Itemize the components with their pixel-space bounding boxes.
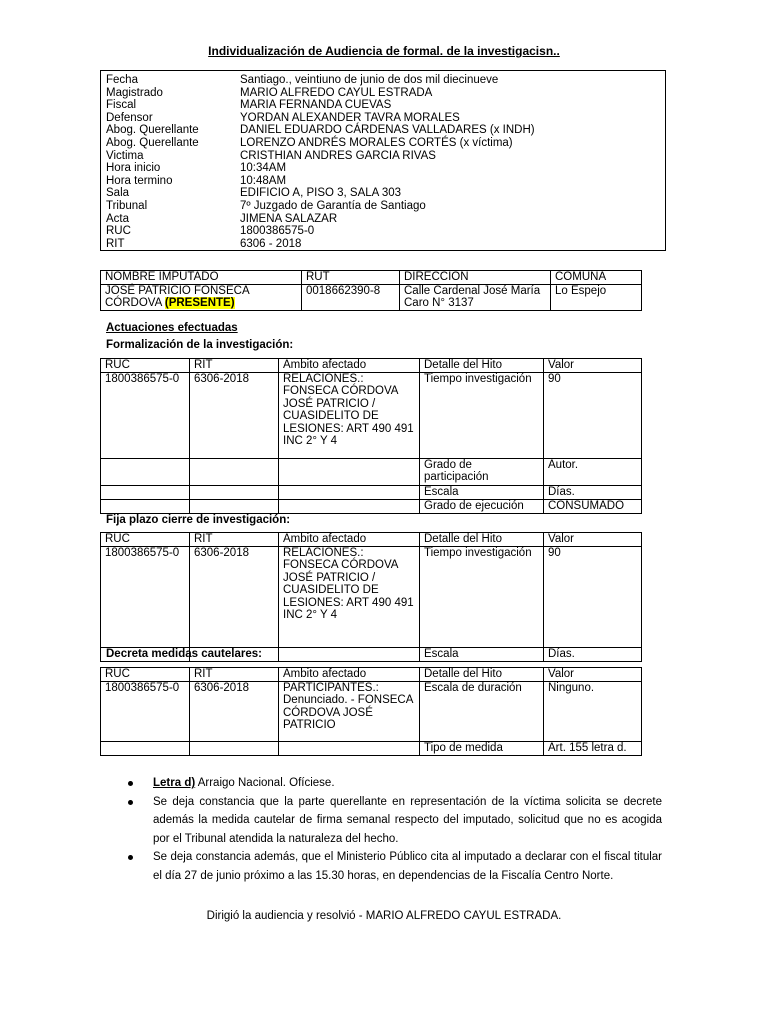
empty-cell [279, 485, 420, 499]
detalle-cell: Tipo de medida [420, 741, 544, 755]
detalle-cell: Escala de duración [420, 681, 544, 741]
info-label: Victima [106, 149, 144, 162]
column-header: RUC [101, 359, 190, 373]
bullet-item [126, 774, 662, 793]
header-comuna: COMUNA [551, 271, 642, 285]
bullet-bold-label: Letra d) [153, 777, 196, 789]
document-title: Individualización de Audiencia de formal. de la investigacisn.. [208, 44, 560, 58]
section-heading: Formalización de la investigación: [106, 339, 294, 351]
valor-cell: Art. 155 letra d. [544, 741, 642, 755]
column-header: Detalle del Hito [420, 668, 544, 682]
column-header: Ambito afectado [279, 533, 420, 547]
info-label: Tribunal [106, 200, 148, 212]
table-header-row [101, 533, 642, 547]
rit-cell: 6306-2018 [190, 546, 279, 647]
info-label: RUC [106, 225, 131, 238]
info-label: Acta [106, 212, 130, 225]
detalle-cell: Grado de participación [420, 458, 544, 485]
detalle-cell: Escala [420, 485, 544, 499]
presente-badge: (PRESENTE) [164, 297, 235, 309]
section-heading: Decreta medidas cautelares: [106, 648, 262, 660]
column-header: Valor [544, 359, 642, 373]
bullet-dot-icon [128, 855, 133, 860]
info-value: MARIO ALFREDO CAYUL ESTRADA [240, 86, 433, 99]
info-value: MARIA FERNANDA CUEVAS [240, 99, 392, 112]
bullet-dot-icon [128, 781, 133, 786]
table-row [101, 372, 642, 458]
ruc-cell: 1800386575-0 [101, 546, 190, 647]
empty-cell [279, 741, 420, 755]
info-value: 6306 - 2018 [240, 237, 302, 250]
info-value: 10:34AM [240, 162, 287, 175]
column-header: Detalle del Hito [420, 359, 544, 373]
table-row [101, 458, 642, 485]
empty-cell [101, 741, 190, 755]
info-label: Fecha [106, 74, 138, 86]
column-header: Valor [544, 533, 642, 547]
empty-cell [279, 499, 420, 513]
column-header: Detalle del Hito [420, 533, 544, 547]
actuaciones-heading: Actuaciones efectuadas [106, 322, 238, 334]
valor-cell: Días. [544, 485, 642, 499]
imputado-direccion: Calle Cardenal José María Caro N° 3137 [400, 284, 551, 310]
valor-cell: Días. [544, 647, 642, 661]
column-header: RIT [190, 668, 279, 682]
imputado-header-row [101, 271, 642, 285]
detalle-cell: Grado de ejecución [420, 499, 544, 513]
info-label: Fiscal [106, 99, 137, 112]
section-heading: Fija plazo cierre de investigación: [106, 514, 291, 526]
info-value: YORDAN ALEXANDER TAVRA MORALES [240, 111, 460, 124]
valor-cell: Autor. [544, 458, 642, 485]
table-row [101, 741, 642, 755]
imputado-rut: 0018662390-8 [302, 284, 400, 310]
column-header: RUC [101, 533, 190, 547]
imputado-comuna: Lo Espejo [551, 284, 642, 310]
column-header: Valor [544, 668, 642, 682]
info-value: EDIFICIO A, PISO 3, SALA 303 [240, 187, 402, 200]
empty-cell [279, 458, 420, 485]
empty-cell [190, 485, 279, 499]
closing-line: Dirigió la audiencia y resolvió - MARIO ALFREDO CAYUL ESTRADA. [206, 910, 562, 922]
empty-cell [101, 499, 190, 513]
hearing-info-box [100, 70, 666, 251]
ruc-cell: 1800386575-0 [101, 372, 190, 458]
table-header-row [101, 359, 642, 373]
column-header: RUC [101, 668, 190, 682]
bullet-item [126, 848, 662, 885]
imputado-name-cell [101, 284, 302, 310]
detalle-cell: Tiempo investigación [420, 546, 544, 647]
ambito-cell: RELACIONES.: FONSECA CÓRDOVA JOSÉ PATRICIO / CUASIDELITO DE LESIONES: ART 490 491 INC 2° Y 4 [279, 546, 420, 647]
info-label: Defensor [106, 111, 153, 124]
valor-cell: 90 [544, 372, 642, 458]
valor-cell: CONSUMADO [544, 499, 642, 513]
column-header: RIT [190, 533, 279, 547]
ruc-cell: 1800386575-0 [101, 681, 190, 741]
bullet-list [126, 774, 662, 885]
bullet-text: Se deja constancia que la parte querellante en representación de la víctima solicita se decrete además la medida cautelar de firma semanal respecto del imputado, solicitud que no es acogida por el Tribunal atendida la naturaleza del hecho. [153, 795, 662, 845]
rit-cell: 6306-2018 [190, 681, 279, 741]
bullet-text: Arraigo Nacional. Ofíciese. [195, 777, 335, 789]
table-row [101, 681, 642, 741]
ambito-cell: RELACIONES.: FONSECA CÓRDOVA JOSÉ PATRICIO / CUASIDELITO DE LESIONES: ART 490 491 INC 2° Y 4 [279, 372, 420, 458]
column-header: Ambito afectado [279, 668, 420, 682]
imputado-row [101, 284, 642, 310]
info-value: 1800386575-0 [240, 225, 315, 238]
info-label: RIT [106, 237, 125, 250]
empty-cell [190, 499, 279, 513]
rit-cell: 6306-2018 [190, 372, 279, 458]
header-nombre: NOMBRE IMPUTADO [101, 271, 302, 285]
info-label: Hora termino [106, 174, 173, 187]
bullet-item [126, 793, 662, 849]
bullet-text: Se deja constancia además, que el Ministerio Público cita al imputado a declarar con el fiscal titular el día 27 de junio próximo a las 15.30 horas, en dependencias de la Fiscalía Centro Norte. [153, 851, 662, 882]
table-row [101, 546, 642, 647]
empty-cell [190, 458, 279, 485]
actuacion-table [100, 667, 642, 756]
valor-cell: Ninguno. [544, 681, 642, 741]
table-row [101, 485, 642, 499]
info-value: CRISTHIAN ANDRES GARCIA RIVAS [240, 149, 436, 162]
imputado-name: JOSÉ PATRICIO FONSECA CÓRDOVA [105, 284, 249, 309]
actuacion-table [100, 532, 642, 662]
valor-cell: 90 [544, 546, 642, 647]
info-label: Hora inicio [106, 162, 161, 175]
info-value: 10:48AM [240, 174, 287, 187]
info-value: Santiago., veintiuno de junio de dos mil diecinueve [240, 74, 499, 86]
header-direccion: DIRECCION [400, 271, 551, 285]
actuacion-table [100, 358, 642, 514]
bullet-dot-icon [128, 800, 133, 805]
info-value: 7º Juzgado de Garantía de Santiago [240, 200, 426, 212]
empty-cell [279, 647, 420, 661]
detalle-cell: Tiempo investigación [420, 372, 544, 458]
header-rut: RUT [302, 271, 400, 285]
info-value: JIMENA SALAZAR [240, 212, 338, 225]
imputado-table [100, 270, 642, 311]
column-header: RIT [190, 359, 279, 373]
info-label: Magistrado [106, 86, 163, 99]
table-row [101, 499, 642, 513]
column-header: Ambito afectado [279, 359, 420, 373]
empty-cell [190, 741, 279, 755]
info-label: Abog. Querellante [106, 137, 199, 149]
info-value: DANIEL EDUARDO CÁRDENAS VALLADARES (x INDH) [240, 124, 535, 137]
table-header-row [101, 668, 642, 682]
ambito-cell: PARTICIPANTES.: Denunciado. - FONSECA CÓRDOVA JOSÉ PATRICIO [279, 681, 420, 741]
info-label: Abog. Querellante [106, 124, 199, 137]
empty-cell [101, 485, 190, 499]
empty-cell [101, 458, 190, 485]
detalle-cell: Escala [420, 647, 544, 661]
info-label: Sala [106, 187, 130, 200]
info-value: LORENZO ANDRÉS MORALES CORTÉS (x víctima) [240, 137, 513, 149]
